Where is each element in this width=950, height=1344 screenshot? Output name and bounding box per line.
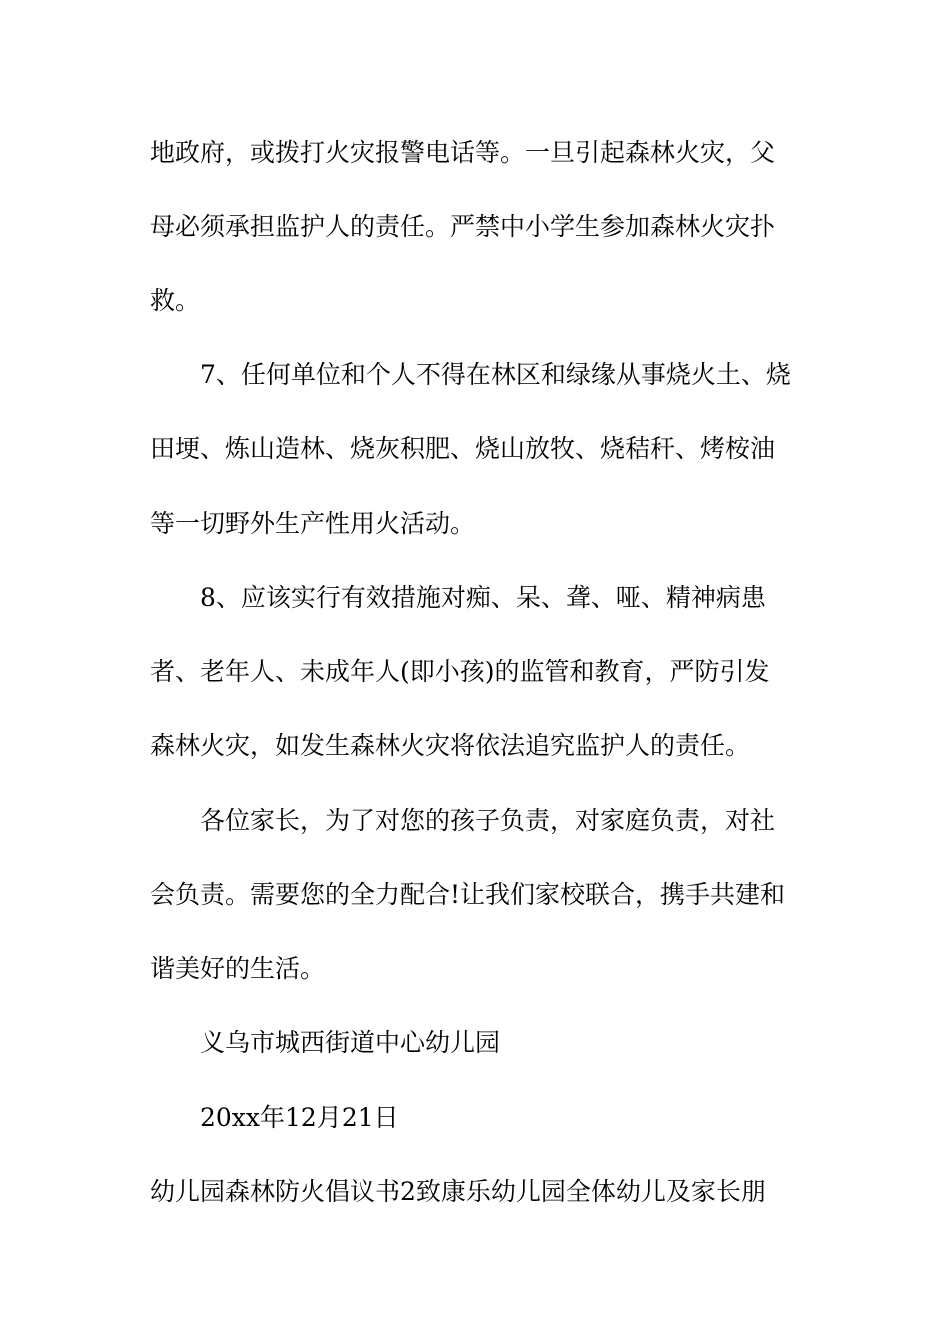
paragraph-line: 7、任何单位和个人不得在林区和绿缘从事烧火土、烧 [200, 360, 791, 389]
paragraph-line: 者、老年人、未成年人(即小孩)的监管和教育，严防引发 [150, 657, 770, 686]
paragraph-line: 各位家长，为了对您的孩子负责，对家庭负责，对社 [200, 806, 776, 835]
paragraph-line: 会负责。需要您的全力配合!让我们家校联合，携手共建和 [150, 880, 786, 909]
paragraph-line: 8、应该实行有效措施对痴、呆、聋、哑、精神病患 [200, 583, 766, 612]
paragraph-line: 森林火灾，如发生森林火灾将依法追究监护人的责任。 [150, 731, 751, 760]
paragraph-line: 谐美好的生活。 [150, 954, 326, 983]
signature-date: 20xx年12月21日 [200, 1103, 399, 1132]
paragraph-line: 母必须承担监护人的责任。严禁中小学生参加森林火灾扑 [150, 212, 776, 241]
paragraph-line: 救。 [150, 286, 201, 315]
paragraph-line: 田埂、炼山造林、烧灰积肥、烧山放牧、烧秸秆、烤桉油 [150, 434, 776, 463]
next-section-heading: 幼儿园森林防火倡议书2致康乐幼儿园全体幼儿及家长朋 [150, 1177, 766, 1206]
signature-organization: 义乌市城西街道中心幼儿园 [200, 1028, 501, 1057]
paragraph-line: 地政府，或拨打火灾报警电话等。一旦引起森林火灾，父 [150, 138, 776, 167]
paragraph-line: 等一切野外生产性用火活动。 [150, 509, 476, 538]
